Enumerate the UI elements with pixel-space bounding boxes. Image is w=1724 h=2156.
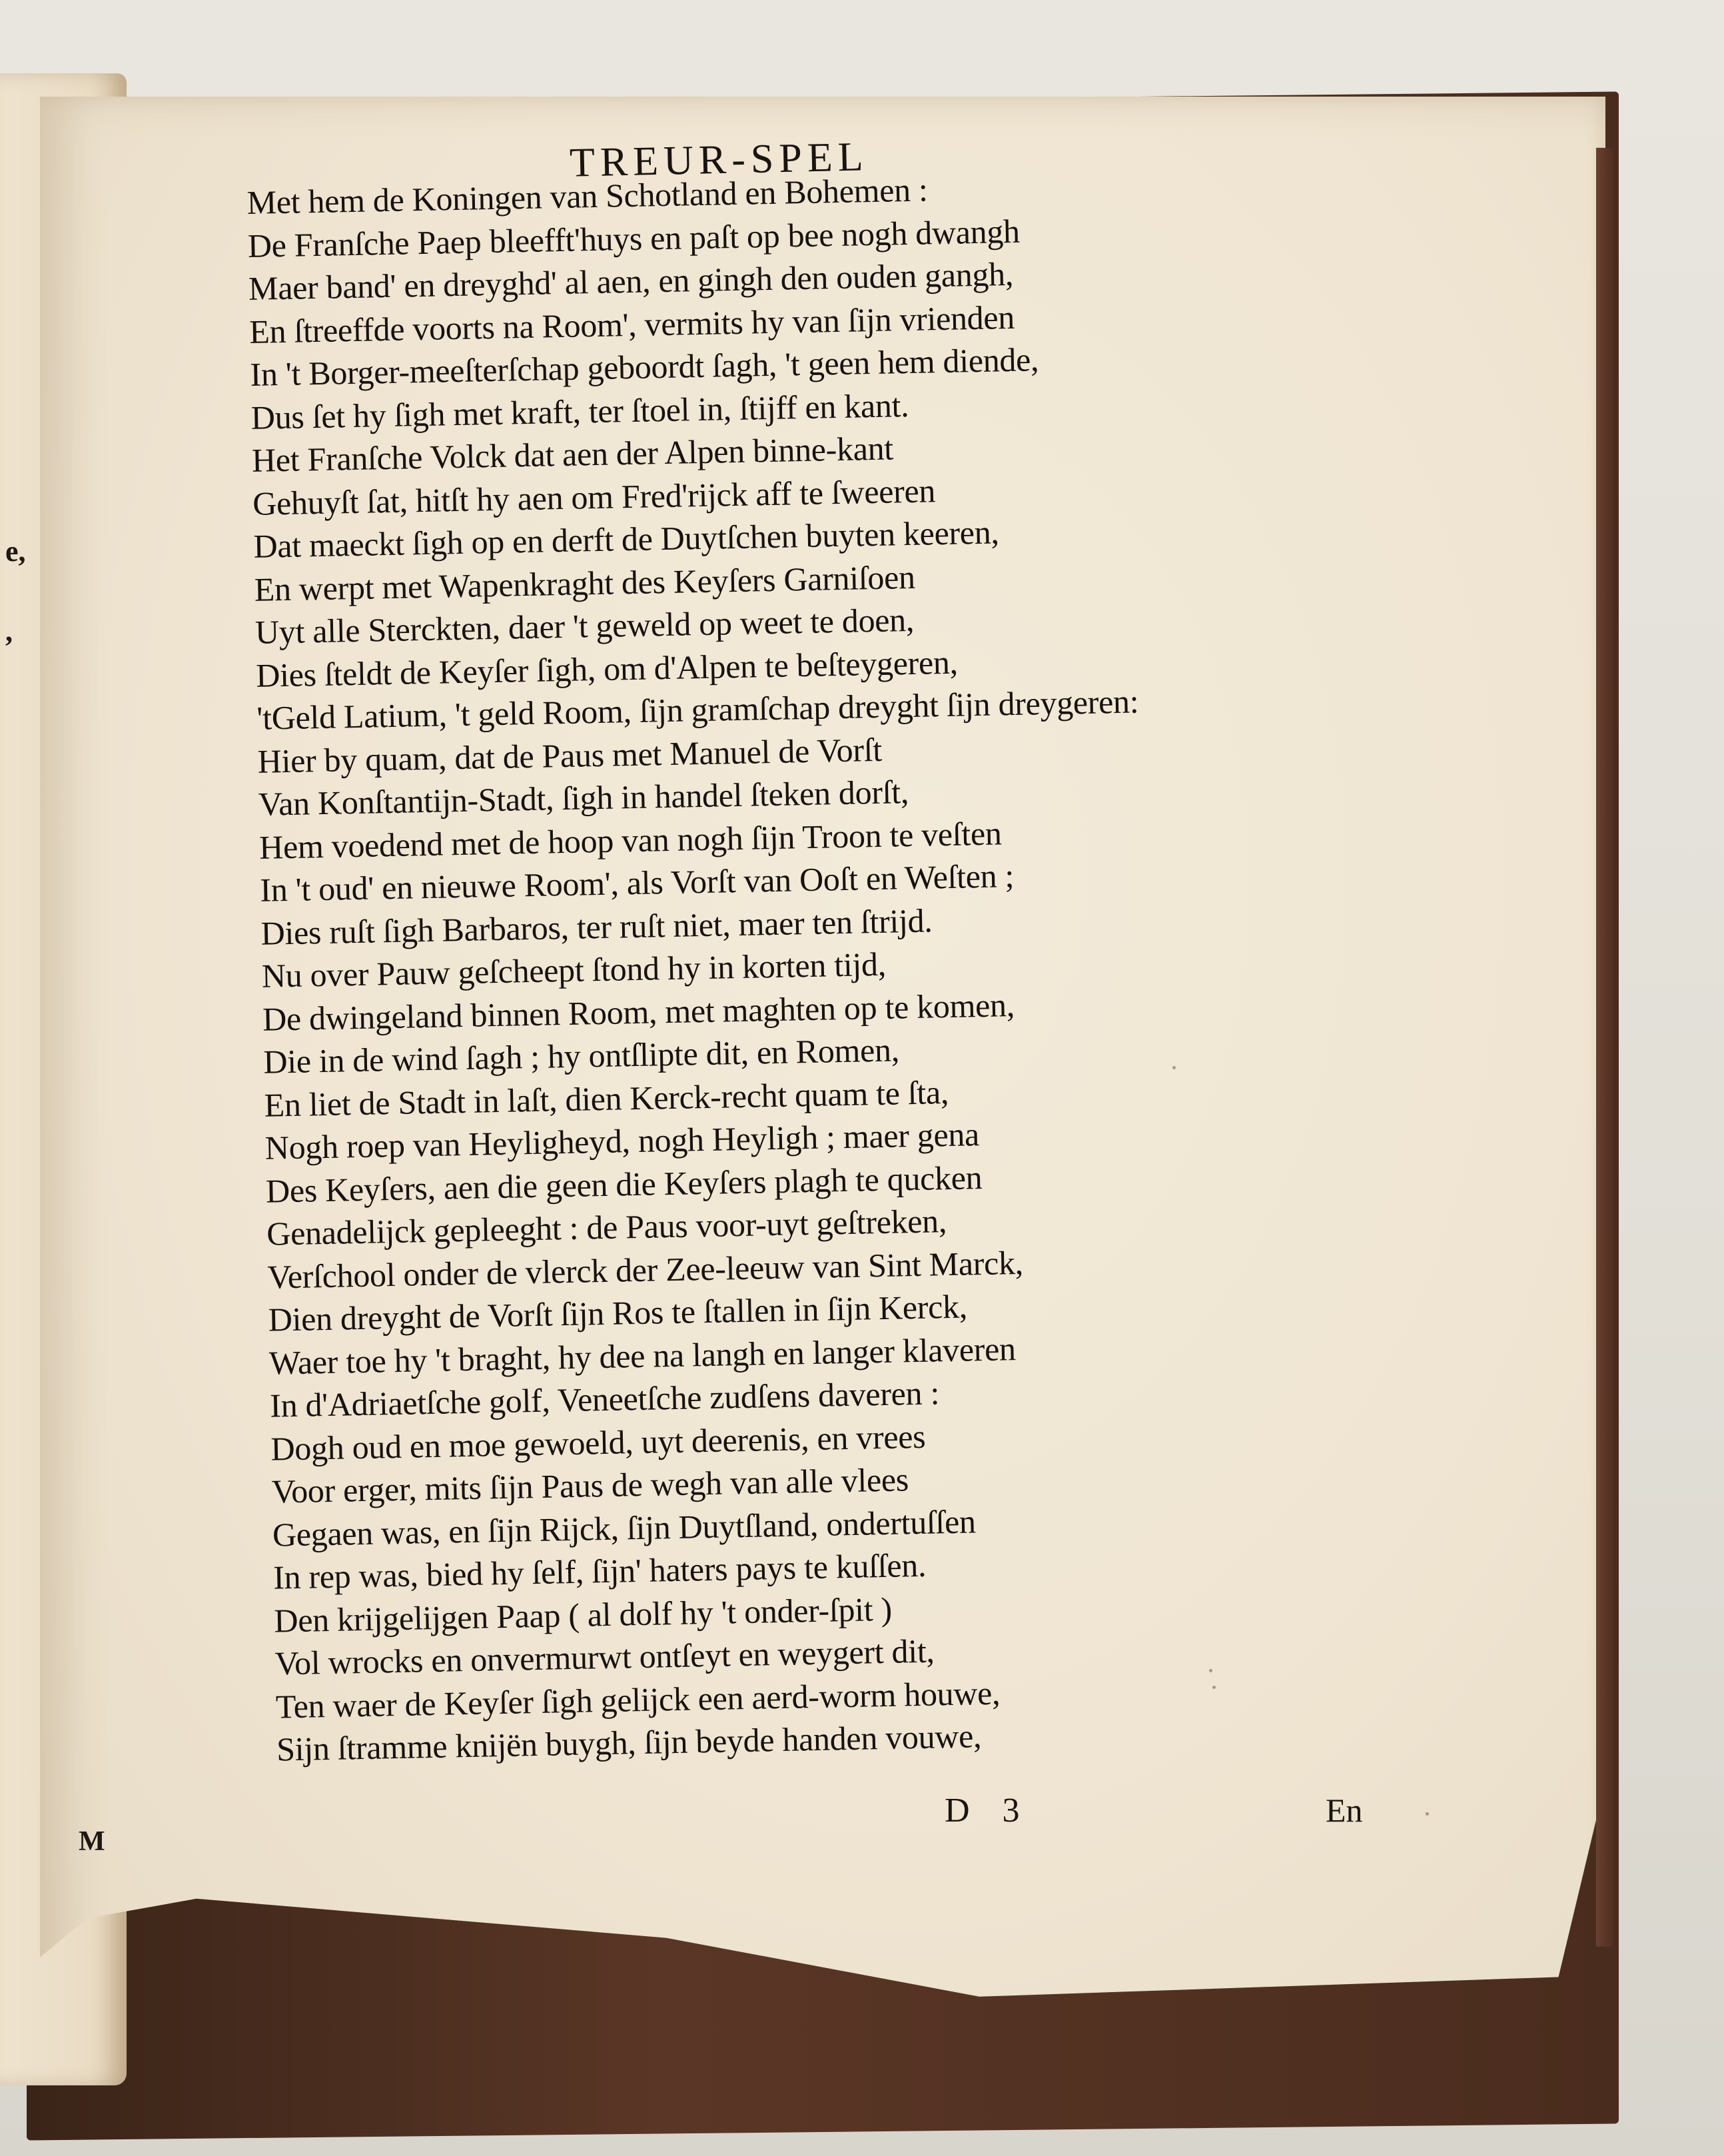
left-page-fragment: e, bbox=[5, 535, 26, 568]
verse-line: Dien dreyght de Vorſt ſijn Ros te ſtallen in ſijn Kerck, bbox=[268, 1287, 968, 1339]
verse-line: Dies ruſt ſigh Barbaros, ter ruſt niet, maer ten ſtrijd. bbox=[260, 901, 933, 952]
page-block-edge bbox=[1596, 148, 1616, 1947]
verse-line: Die in de wind ſagh ; hy ontſlipte dit, en Romen, bbox=[262, 1031, 900, 1081]
verse-line: Dus ſet hy ſigh met kraft, ter ſtoel in, ſtijff en kant. bbox=[250, 386, 909, 436]
catchword: En bbox=[1326, 1792, 1363, 1829]
verse-line: 'tGeld Latium, 't geld Room, ſijn gramſchap dreyght ſijn dreygeren: bbox=[256, 682, 1139, 737]
verse-line: Verſchool onder de vlerck der Zee-leeuw van Sint Marck, bbox=[267, 1243, 1024, 1296]
verse-line: De Franſche Paep bleefft'huys en paſt op bee nogh dwangh bbox=[247, 212, 1021, 265]
paper-speck bbox=[1209, 1669, 1212, 1672]
verse-line: Van Konſtantijn-Stadt, ſigh in handel ſteken dorſt, bbox=[258, 773, 909, 823]
verse-line: En liet de Stadt in laſt, dien Kerck-recht quam te ſta, bbox=[264, 1073, 949, 1124]
verse-line: Dat maeckt ſigh op en derft de Duytſchen buyten keeren, bbox=[252, 513, 1000, 565]
running-head: TREUR-SPEL bbox=[569, 134, 869, 186]
paper-speck bbox=[1172, 1066, 1176, 1069]
verse-line: In 't oud' en nieuwe Room', als Vorſt van Ooſt en Weſten ; bbox=[259, 857, 1015, 909]
paper-speck bbox=[1426, 1812, 1429, 1816]
verse-line: In 't Borger-meeſterſchap geboordt ſagh, 't geen hem diende, bbox=[250, 340, 1039, 393]
paper-speck bbox=[1212, 1686, 1216, 1689]
verse-line: Vol wrocks en onvermurwt ontſeyt en weygert dit, bbox=[274, 1632, 935, 1682]
verse-line: Hem voedend met de hoop van nogh ſijn Troon te veſten bbox=[258, 813, 1003, 866]
verse-line: Gehuyſt ſat, hitſt hy aen om Fred'rijck aff te ſweeren bbox=[252, 471, 936, 522]
verse-line: Sijn ſtramme knijën buygh, ſijn beyde handen vouwe, bbox=[276, 1717, 982, 1768]
verse-line: In rep was, bied hy ſelf, ſijn' haters pays te kuſſen. bbox=[272, 1546, 927, 1596]
verse-line: Met hem de Koningen van Schotland en Bohemen : bbox=[246, 171, 929, 221]
verse-line: Den krijgelijgen Paap ( al dolf hy 't onder-ſpit ) bbox=[273, 1590, 893, 1640]
verse-line: Dies ſteldt de Keyſer ſigh, om d'Alpen te beſteygeren, bbox=[255, 643, 959, 694]
verse-line: Voor erger, mits ſijn Paus de wegh van alle vlees bbox=[271, 1460, 909, 1510]
verse-line: Gegaen was, en ſijn Rijck, ſijn Duytſland, ondertuſſen bbox=[272, 1502, 977, 1554]
verse-line: Dogh oud en moe gewoeld, uyt deerenis, en vrees bbox=[270, 1417, 926, 1468]
verse-line: Uyt alle Sterckten, daer 't geweld op weet te doen, bbox=[254, 600, 915, 651]
verse-line: Het Franſche Volck dat aen der Alpen binne-kant bbox=[251, 429, 894, 479]
verse-line: Des Keyſers, aen die geen die Keyſers plagh te qucken bbox=[265, 1158, 983, 1210]
verse-line: In d'Adriaetſche golf, Veneetſche zudſens daveren : bbox=[269, 1374, 940, 1424]
left-page-fragment: , bbox=[5, 615, 13, 648]
verse-line: Ten waer de Keyſer ſigh gelijck een aerd-worm houwe, bbox=[275, 1674, 1001, 1726]
verse-line: Waer toe hy 't braght, hy dee na langh en langer klaveren bbox=[268, 1329, 1017, 1382]
left-page-fragment: M bbox=[79, 1826, 105, 1857]
verse-line: Nu over Pauw geſcheept ſtond hy in korten tijd, bbox=[261, 945, 887, 995]
verse-block bbox=[246, 158, 1476, 1771]
verse-line: Hier by quam, dat de Paus met Manuel de Vorſt bbox=[257, 730, 883, 780]
signature-mark: D 3 bbox=[945, 1792, 1032, 1830]
verse-line: En werpt met Wapenkraght des Keyſers Garniſoen bbox=[254, 558, 916, 608]
verse-line: Genadelijck gepleeght : de Paus voor-uyt geſtreken, bbox=[266, 1202, 947, 1253]
verse-line: Nogh roep van Heyligheyd, nogh Heyligh ; maer gena bbox=[264, 1115, 980, 1167]
verse-line: Maer band' en dreyghd' al aen, en gingh den ouden gangh, bbox=[248, 255, 1014, 307]
verse-line: De dwingeland binnen Room, met maghten op te komen, bbox=[262, 985, 1015, 1038]
verse-line: En ſtreeffde voorts na Room', vermits hy van ſijn vrienden bbox=[248, 298, 1015, 350]
